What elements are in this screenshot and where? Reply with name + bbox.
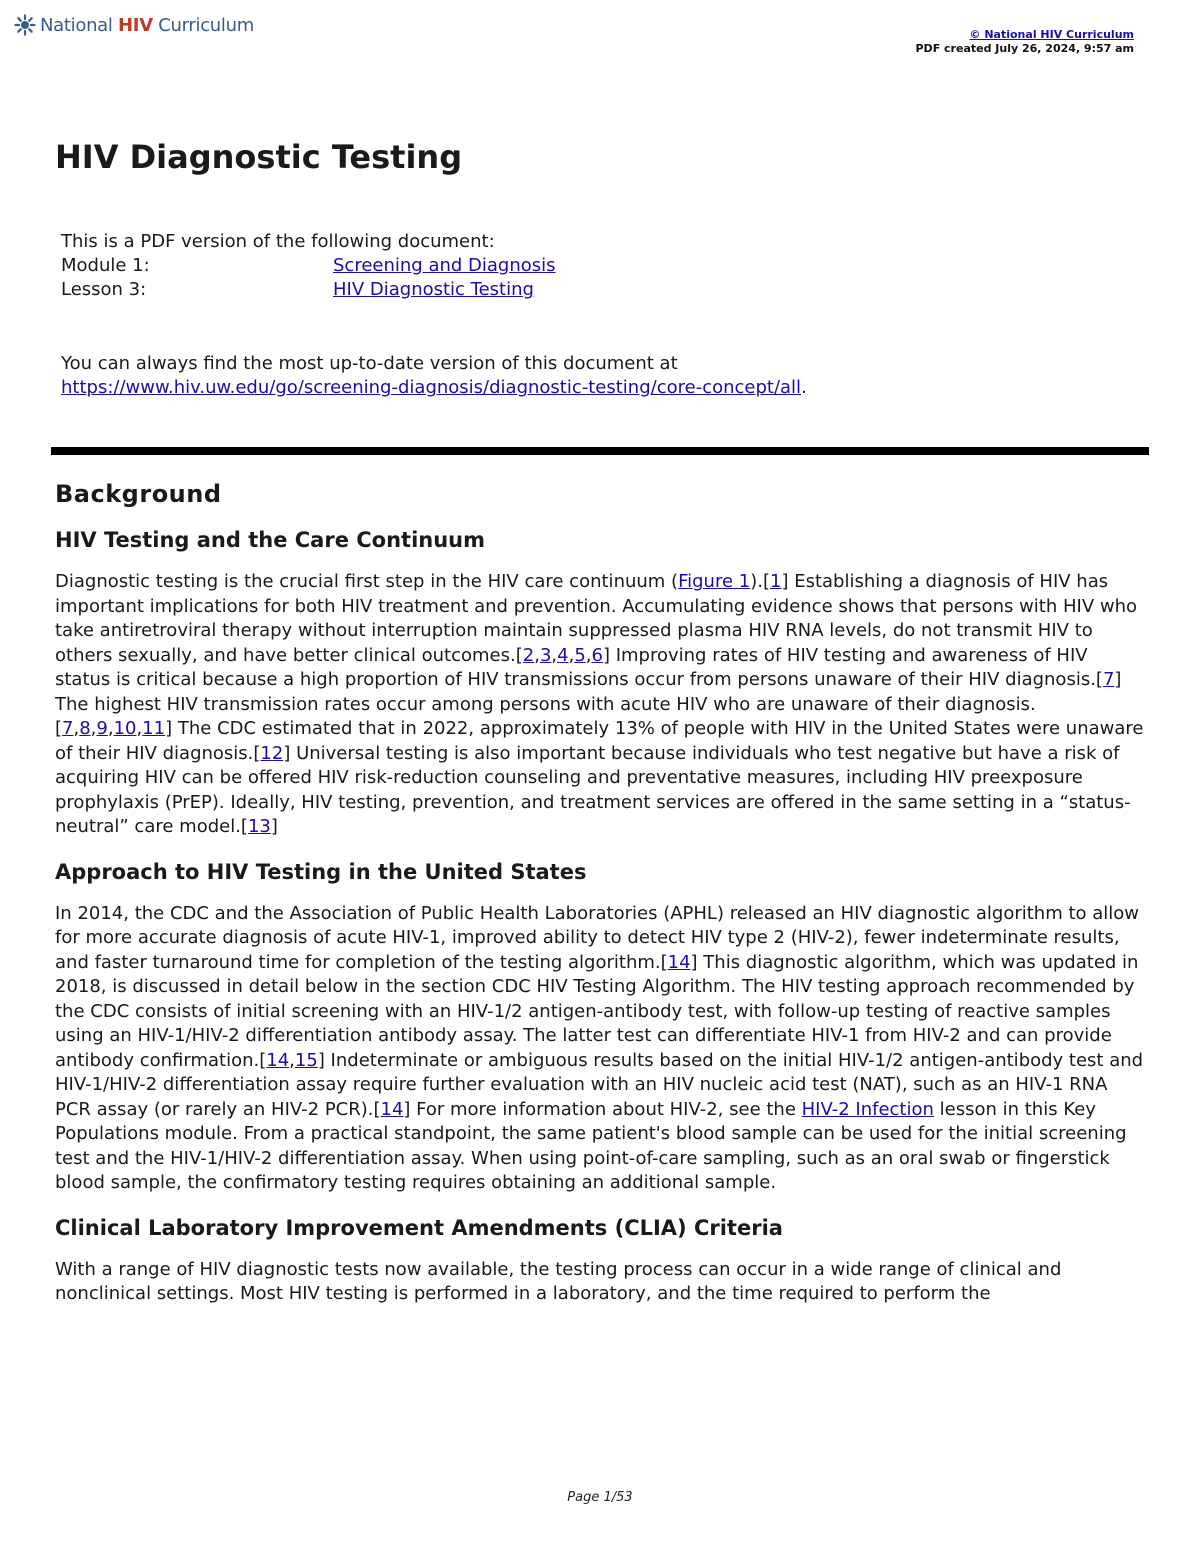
text: ] The CDC estimated that in 2022, approximately 13% of people with HIV in the United States were unaware of their HIV diagnosis.[ <box>55 718 1144 764</box>
ref-link[interactable]: 12 <box>260 742 284 764</box>
ref-link[interactable]: 15 <box>294 1049 318 1071</box>
ref-link[interactable]: 3 <box>539 644 552 666</box>
logo <box>14 14 254 36</box>
text: In 2014, the CDC and the Association of Public Health Laboratories (APHL) released an HIV diagnostic algorithm to allow for more accurate diagnosis of acute HIV-1, improved ability to detect HIV type 2 (HIV-2), fewer indeterminate results, and faster turnaround time for completion of the testing algorithm.[ <box>55 902 1140 973</box>
ref-link[interactable]: 14 <box>266 1049 290 1071</box>
created-date: PDF created July 26, 2024, 9:57 am <box>915 42 1134 55</box>
ref-link[interactable]: 7 <box>62 718 74 739</box>
page-title: HIV Diagnostic Testing <box>55 138 463 176</box>
update-notice <box>61 352 807 400</box>
update-text: You can always find the most up-to-date version of this document at <box>61 353 678 374</box>
ref-link[interactable]: 14 <box>667 951 691 973</box>
paragraph-approach: In 2014, the CDC and the Association of Public Health Laboratories (APHL) released an HIV diagnostic algorithm to allow for more accurate diagnosis of acute HIV-1, improved ability to detect HIV type 2 (HIV-2), fewer indeterminate results, and faster turnaround time for completion of the testing algorithm.[14] This diagnostic algorithm, which was updated in 2018, is discussed in detail below in the section CDC HIV Testing Algorithm. The HIV testing approach recommended by the CDC consists of initial screening with an HIV-1/2 antigen-antibody test, with follow-up testing of reactive samples using an HIV-1/HIV-2 differentiation antibody assay. The latter test can differentiate HIV-1 from HIV-2 and can provide antibody confirmation.[14,15] Indeterminate or ambiguous results based on the initial HIV-1/2 antigen-antibody test and HIV-1/HIV-2 differentiation assay require further evaluation with an HIV nucleic acid test (NAT), such as an HIV-1 RNA PCR assay (or rarely an HIV-2 PCR).[14] For more information about HIV-2, see the HIV-2 Infection lesson in this Key Populations module. From a practical standpoint, the same patient's blood sample can be used for the initial screening test and the HIV-1/HIV-2 differentiation assay. When using point-of-care sampling, such as an oral swab or fingerstick blood sample, the confirmatory testing requires obtaining an additional sample. <box>55 902 1144 1193</box>
text: ] Indeterminate or ambiguous results based on the initial HIV-1/2 antigen-antibody test and HIV-1/HIV-2 differentiation assay require further evaluation with an HIV nucleic acid test (NAT), such as an HIV-1 RNA PCR assay (or rarely an HIV-2 PCR).[ <box>55 1049 1144 1120</box>
subsection-heading-care-continuum: HIV Testing and the Care Continuum <box>55 528 486 552</box>
module-link[interactable]: Screening and Diagnosis <box>333 255 556 276</box>
ref-link[interactable]: 7 <box>1102 669 1115 690</box>
text: ] The highest HIV transmission rates occur among persons with acute HIV who are unaware of their diagnosis.[ <box>55 669 1122 739</box>
paragraph-care-continuum: Diagnostic testing is the crucial first step in the HIV care continuum (Figure 1).[1] Establishing a diagnosis of HIV has important implications for both HIV treatment and prevention. Accumulating evidence shows that persons with HIV who take antiretroviral therapy without interruption maintain suppressed plasma HIV RNA levels, do not transmit HIV to others sexually, and have better clinical outcomes.[2,3,4,5,6] Improving rates of HIV testing and awareness of HIV status is critical because a high proportion of HIV transmissions occur from persons unaware of their HIV diagnosis.[7] The highest HIV transmission rates occur among persons with acute HIV who are unaware of their diagnosis.[7,8,9,10,11] The CDC estimated that in 2022, approximately 13% of people with HIV in the United States were unaware of their HIV diagnosis.[12] Universal testing is also important because individuals who test negative but have a risk of acquiring HIV can be offered HIV risk-reduction counseling and preventative measures, including HIV preexposure prophylaxis (PrEP). Ideally, HIV testing, prevention, and treatment services are offered in the same setting in a “status-neutral” care model.[13] <box>55 571 1144 837</box>
lesson-row <box>61 278 556 302</box>
lesson-link[interactable]: HIV Diagnostic Testing <box>333 279 534 300</box>
section-title: Background <box>55 480 222 508</box>
logo-text-national: National <box>40 14 113 36</box>
subsection-heading-clia: Clinical Laboratory Improvement Amendments (CLIA) Criteria <box>55 1215 783 1240</box>
text: ] Universal testing is also important because individuals who test negative but have a risk of acquiring HIV can be offered HIV risk-reduction counseling and preventative measures, including HIV preexposure prophylaxis (PrEP). Ideally, HIV testing, prevention, and treatment services are offered in the same setting in a “status-neutral” care model.[ <box>55 742 1131 837</box>
text: ] For more information about HIV-2, see the <box>403 1098 802 1120</box>
ref-link[interactable]: 1 <box>770 571 782 592</box>
lesson-label: Lesson 3: <box>61 279 147 300</box>
logo-text-hiv: HIV <box>118 14 153 36</box>
text: ] Improving rates of HIV testing and awareness of HIV status is critical because a high proportion of HIV transmissions occur from persons unaware of their HIV diagnosis.[ <box>55 644 1103 690</box>
main-content <box>55 476 1145 1323</box>
update-end: . <box>801 377 807 398</box>
text: lesson in this Key Populations module. From a practical standpoint, the same patient's blood sample can be used for the initial screening test and the HIV-1/HIV-2 differentiation assay. When using point-of-care sampling, such as an oral swab or fingerstick blood sample, the confirmatory testing requires obtaining an additional sample. <box>55 1098 1127 1193</box>
text: ).[ <box>750 571 770 592</box>
header-meta <box>916 28 1135 56</box>
text: ] <box>270 816 278 837</box>
ref-link[interactable]: 8 <box>79 718 91 739</box>
ref-link[interactable]: 10 <box>113 718 137 739</box>
ref-link[interactable]: 14 <box>380 1098 404 1120</box>
figure-1-link[interactable]: Figure 1 <box>678 571 751 592</box>
module-label: Module 1: <box>61 255 150 276</box>
logo-icon <box>14 14 36 36</box>
ref-link[interactable]: 4 <box>557 644 569 666</box>
page-number: Page 1/53 <box>567 1490 633 1505</box>
logo-text-curriculum: Curriculum <box>158 14 254 36</box>
document-meta <box>61 230 556 302</box>
update-url-link[interactable]: https://www.hiv.uw.edu/go/screening-diagnosis/diagnostic-testing/core-concept/all <box>61 377 802 398</box>
text: Diagnostic testing is the crucial first step in the HIV care continuum ( <box>55 571 679 592</box>
logo-text <box>40 15 254 36</box>
text: ] Establishing a diagnosis of HIV has important implications for both HIV treatment and prevention. Accumulating evidence shows that persons with HIV who take antiretroviral therapy without interruption maintain suppressed plasma HIV RNA levels, do not transmit HIV to others sexually, and have better clinical outcomes.[ <box>55 571 1138 666</box>
ref-link[interactable]: 6 <box>591 644 603 666</box>
intro-text: This is a PDF version of the following document: <box>61 231 495 252</box>
ref-link[interactable]: 2 <box>522 644 535 666</box>
section-divider <box>51 447 1149 455</box>
ref-link[interactable]: 11 <box>142 718 166 739</box>
subsection-heading-approach: Approach to HIV Testing in the United States <box>55 859 587 884</box>
copyright-link[interactable]: © National HIV Curriculum <box>969 28 1134 41</box>
text: ] This diagnostic algorithm, which was updated in 2018, is discussed in detail below in the section CDC HIV Testing Algorithm. The HIV testing approach recommended by the CDC consists of initial screening with an HIV-1/2 antigen-antibody test, with follow-up testing of reactive samples using an HIV-1/HIV-2 differentiation antibody assay. The latter test can differentiate HIV-1 from HIV-2 and can provide antibody confirmation.[ <box>55 951 1139 1071</box>
ref-link[interactable]: 13 <box>247 816 271 837</box>
paragraph-clia: With a range of HIV diagnostic tests now available, the testing process can occur in a wide range of clinical and nonclinical settings. Most HIV testing is performed in a laboratory, and the time required to perform the <box>55 1258 1062 1304</box>
module-row <box>61 254 556 278</box>
hiv-2-infection-link[interactable]: HIV-2 Infection <box>801 1098 934 1120</box>
ref-link[interactable]: 9 <box>96 718 108 739</box>
ref-link[interactable]: 5 <box>574 644 586 666</box>
